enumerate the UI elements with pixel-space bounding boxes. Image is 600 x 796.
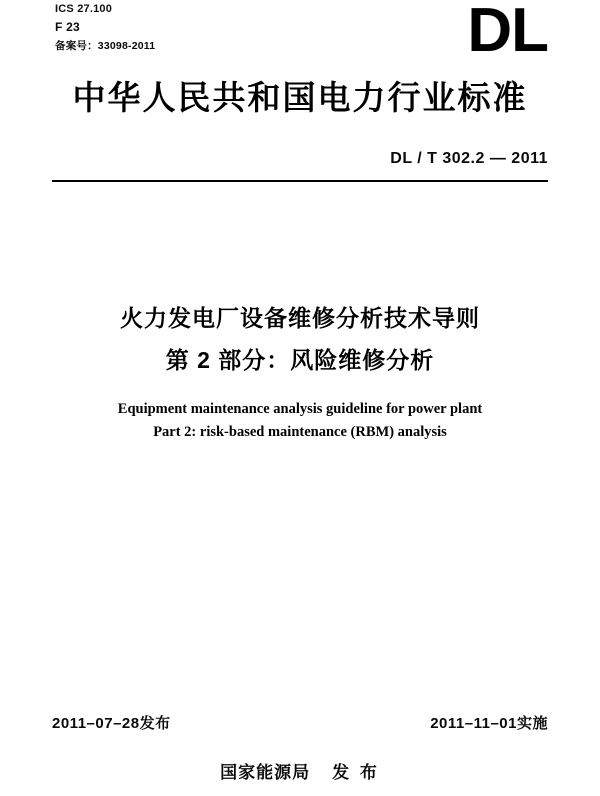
ics-code: ICS 27.100 — [55, 3, 113, 15]
document-title-english-line1: Equipment maintenance analysis guideline for power plant — [117, 401, 483, 417]
header-metadata — [55, 2, 155, 53]
classification-code: F 23 — [55, 19, 80, 34]
issuing-authority-title: 中华人民共和国电力行业标准 — [72, 79, 528, 116]
standard-number: DL / T 302.2 — 2011 — [390, 150, 548, 167]
document-title-chinese-line2: 第 2 部分：风险维修分析 — [165, 347, 435, 373]
document-title-english-line2: Part 2: risk-based maintenance (RBM) analysis — [153, 424, 447, 440]
document-title-chinese-line1: 火力发电厂设备维修分析技术导则 — [120, 305, 480, 331]
publisher-line — [0, 758, 600, 783]
issue-date: 2011–07–28发布 — [52, 715, 171, 732]
horizontal-divider — [52, 180, 548, 182]
publish-verb: 发 布 — [332, 763, 380, 782]
dl-logo: DL — [467, 0, 548, 65]
document-title-english — [0, 398, 600, 444]
publisher-name: 国家能源局 — [220, 763, 311, 782]
record-number: 备案号：33098-2011 — [55, 40, 156, 53]
document-title-chinese — [0, 298, 600, 380]
implementation-date: 2011–11–01实施 — [430, 715, 548, 732]
